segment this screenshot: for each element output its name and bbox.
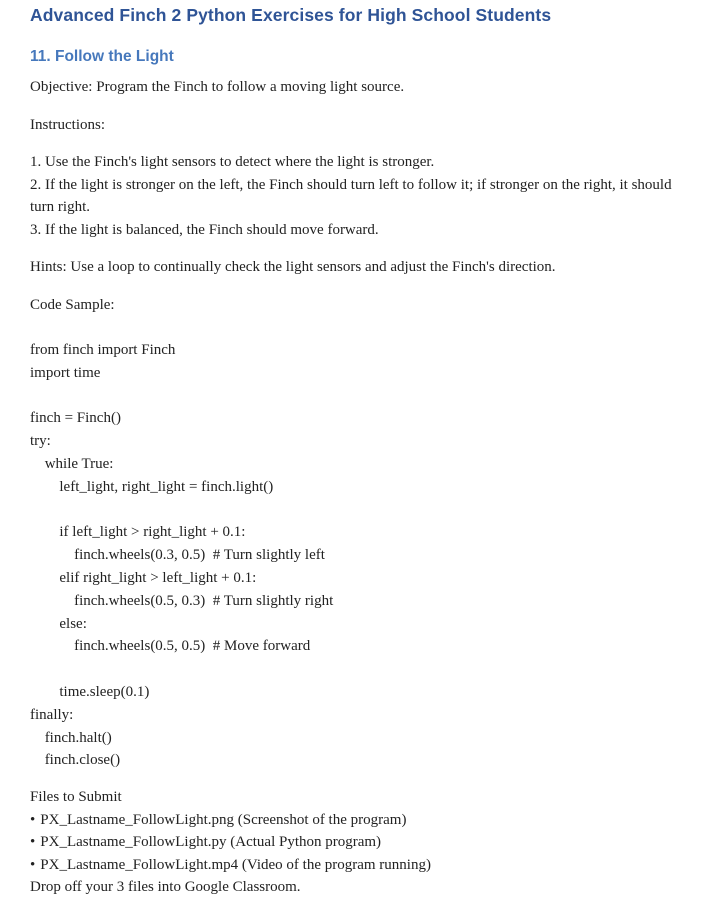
- instruction-line: 3. If the light is balanced, the Finch should move forward.: [30, 221, 379, 238]
- document-content: [30, 2, 680, 899]
- instruction-line: 1. Use the Finch's light sensors to detect where the light is stronger.: [30, 154, 435, 170]
- code-sample-block: [30, 339, 680, 772]
- file-list-item: [30, 809, 680, 832]
- file-name-text: PX_Lastname_FollowLight.png (Screenshot of the program): [40, 811, 407, 828]
- file-name-text: PX_Lastname_FollowLight.py (Actual Python program): [40, 834, 382, 851]
- instructions-label: Instructions:: [30, 116, 105, 133]
- instruction-line: 2. If the light is stronger on the left, the Finch should turn left to follow it; if stronger on the right, it should turn right.: [30, 176, 672, 215]
- file-list-item: [30, 854, 680, 877]
- code-line: finch.close(): [44, 752, 121, 769]
- code-line: finch.wheels(0.5, 0.3) # Turn slightly right: [74, 592, 334, 609]
- bullet-icon: •: [30, 834, 36, 851]
- code-line: finch.wheels(0.3, 0.5) # Turn slightly left: [74, 547, 325, 564]
- files-list: [30, 809, 680, 877]
- code-line: [30, 385, 680, 408]
- code-line: from finch import Finch: [30, 342, 176, 358]
- code-line: finch.wheels(0.5, 0.5) # Move forward: [74, 638, 311, 655]
- dropoff-text: Drop off your 3 files into Google Classroom.: [30, 879, 301, 896]
- code-line: [30, 499, 680, 522]
- hints-text: Hints: Use a loop to continually check the light sensors and adjust the Finch's direction.: [30, 259, 556, 275]
- code-line: finch.halt(): [44, 729, 112, 746]
- code-line: elif right_light > left_light + 0.1:: [59, 569, 257, 586]
- instructions-list: [30, 151, 680, 241]
- code-line: while True:: [44, 455, 114, 472]
- file-name-text: PX_Lastname_FollowLight.mp4 (Video of the program running): [40, 856, 431, 873]
- code-sample-label: Code Sample:: [30, 296, 115, 313]
- code-line: else:: [59, 615, 87, 632]
- bullet-icon: •: [30, 856, 36, 873]
- file-list-item: [30, 831, 680, 854]
- code-line: [30, 658, 680, 681]
- section-heading-follow-the-light: 11. Follow the Light: [30, 48, 174, 65]
- code-line: import time: [30, 364, 101, 381]
- bullet-icon: •: [30, 811, 36, 828]
- code-line: left_light, right_light = finch.light(): [59, 478, 274, 495]
- page-title: Advanced Finch 2 Python Exercises for High School Students: [30, 5, 552, 25]
- code-line: if left_light > right_light + 0.1:: [59, 524, 246, 541]
- files-to-submit-label: Files to Submit: [30, 789, 122, 806]
- code-line: finally:: [30, 706, 74, 723]
- code-line: finch = Finch(): [30, 410, 121, 427]
- code-line: time.sleep(0.1): [59, 683, 150, 700]
- code-line: try:: [30, 433, 51, 450]
- objective-text: Objective: Program the Finch to follow a moving light source.: [30, 79, 405, 95]
